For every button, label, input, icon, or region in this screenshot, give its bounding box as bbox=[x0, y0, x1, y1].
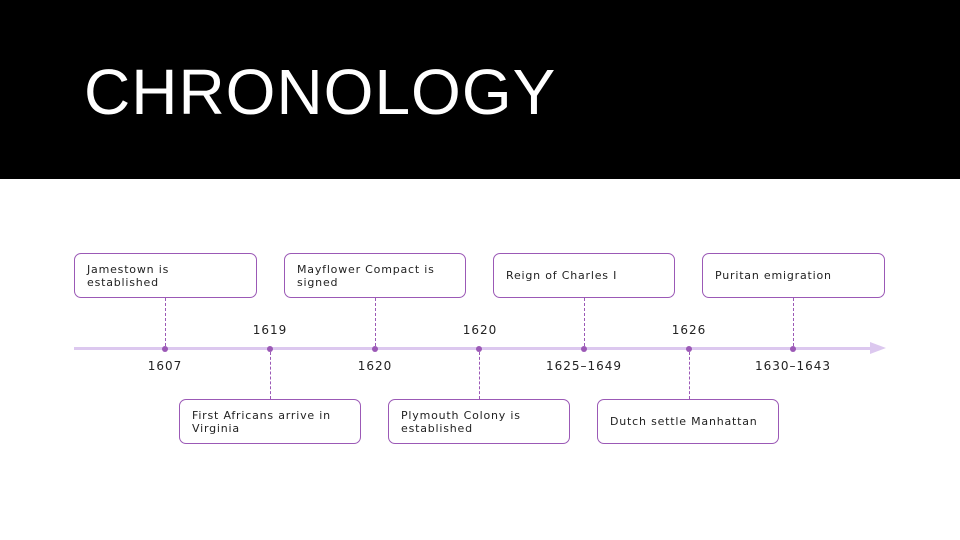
connector-line bbox=[165, 298, 166, 346]
timeline-dot bbox=[372, 346, 378, 352]
event-box-puritan bbox=[702, 253, 885, 298]
event-year: 1630–1643 bbox=[754, 359, 832, 373]
event-box-jamestown bbox=[74, 253, 257, 298]
event-label: Plymouth Colony is established bbox=[401, 408, 521, 435]
event-box-mayflower bbox=[284, 253, 466, 298]
timeline-axis bbox=[74, 347, 872, 350]
event-year: 1626 bbox=[671, 323, 707, 337]
event-year: 1619 bbox=[252, 323, 288, 337]
timeline-dot bbox=[790, 346, 796, 352]
event-year: 1625–1649 bbox=[545, 359, 623, 373]
event-label: Dutch settle Manhattan bbox=[610, 415, 758, 428]
event-box-dutch bbox=[597, 399, 779, 444]
arrow-head-icon bbox=[870, 342, 886, 354]
event-box-plymouth bbox=[388, 399, 570, 444]
event-year: 1620 bbox=[462, 323, 498, 337]
event-label: Reign of Charles I bbox=[506, 269, 618, 282]
connector-line bbox=[479, 352, 480, 399]
event-year: 1620 bbox=[357, 359, 393, 373]
event-label: Puritan emigration bbox=[715, 269, 832, 282]
slide-title: CHRONOLOGY bbox=[84, 56, 557, 128]
event-box-africans bbox=[179, 399, 361, 444]
connector-line bbox=[689, 352, 690, 399]
connector-line bbox=[793, 298, 794, 346]
timeline-dot bbox=[162, 346, 168, 352]
connector-line bbox=[584, 298, 585, 346]
connector-line bbox=[270, 352, 271, 399]
event-label: Mayflower Compact is signed bbox=[297, 262, 435, 289]
event-label: First Africans arrive in Virginia bbox=[192, 408, 331, 435]
event-year: 1607 bbox=[147, 359, 183, 373]
event-label: Jamestown is established bbox=[87, 262, 170, 289]
header-bar bbox=[0, 0, 960, 179]
connector-line bbox=[375, 298, 376, 346]
event-box-charles bbox=[493, 253, 675, 298]
timeline-dot bbox=[581, 346, 587, 352]
